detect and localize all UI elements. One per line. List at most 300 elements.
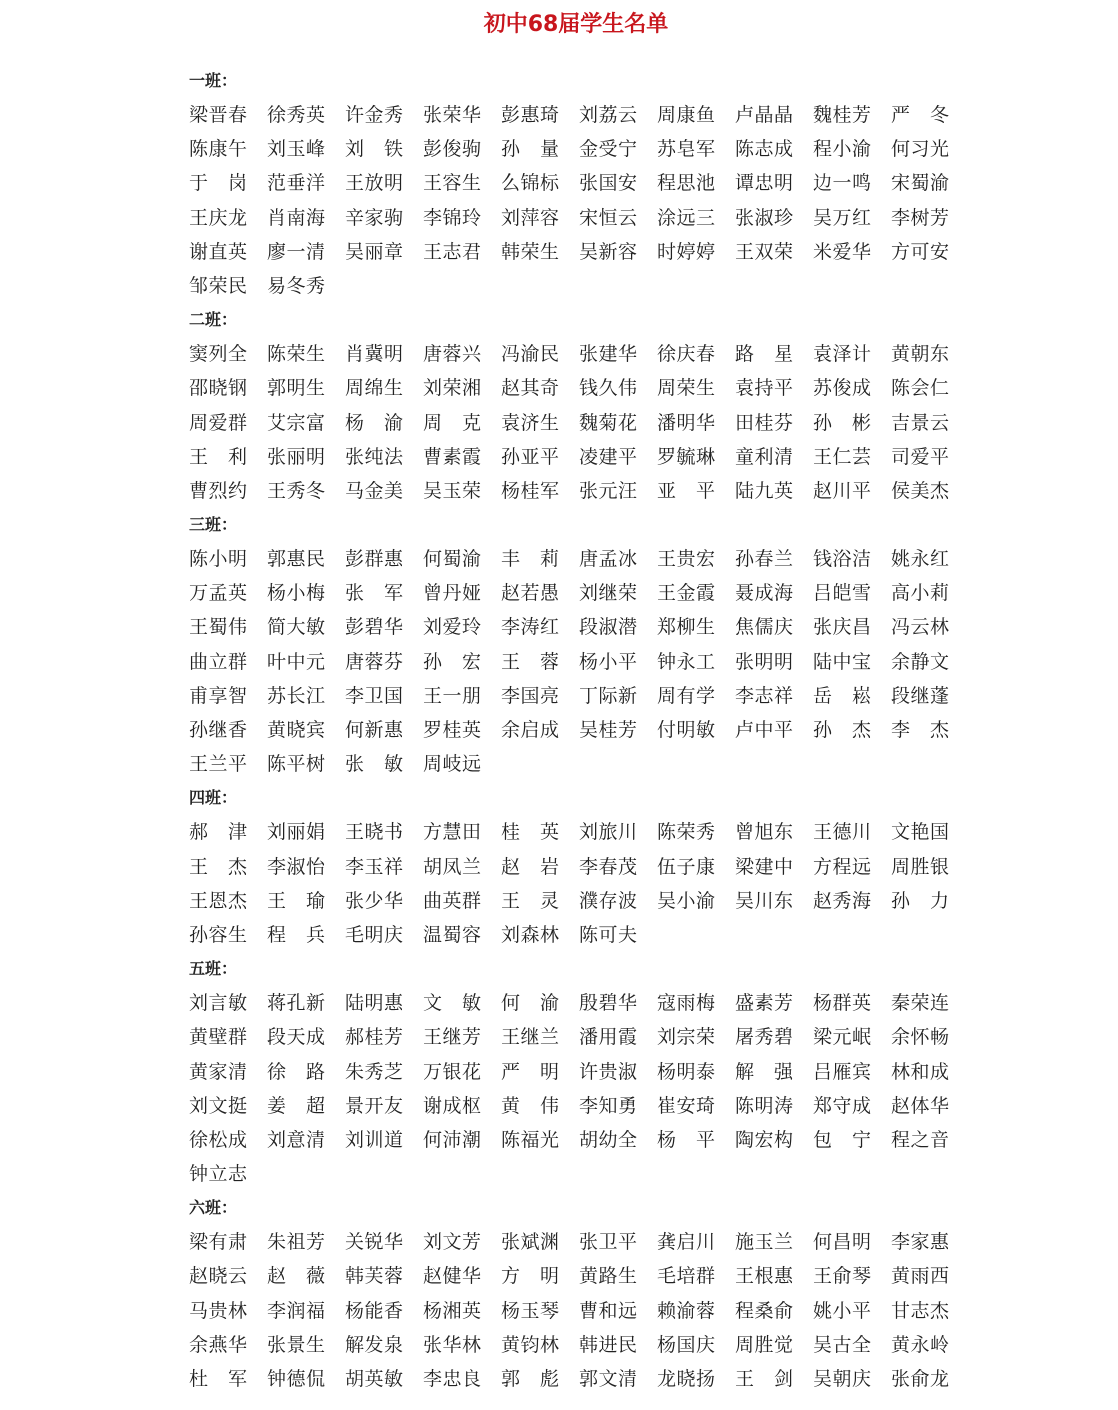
student-name: 姚小平 [813,1299,871,1322]
student-name: 郭明生 [267,377,325,400]
student-name: 孙继香 [189,719,247,741]
student-name: 苏俊成 [813,377,871,400]
student-name: 张荣华 [423,104,481,126]
student-name: 陈明涛 [735,1094,793,1117]
student-name: 王一朋 [423,684,481,707]
class-heading: 五班： [189,959,238,979]
student-name: 丰 莉 [501,548,559,571]
student-name: 司爱平 [891,445,949,468]
student-name: 张卫平 [579,1231,637,1254]
student-name: 赵晓云 [189,1265,247,1288]
student-name: 边一鸣 [813,172,871,195]
student-name: 刘玉峰 [267,138,325,161]
student-name: 吴新容 [579,240,637,263]
student-name: 李 杰 [891,719,949,741]
student-name: 孙春兰 [735,548,793,571]
student-name: 张丽明 [267,445,325,468]
student-name: 秦荣连 [891,992,949,1015]
student-name: 李志祥 [735,684,793,707]
student-name: 王仁芸 [813,445,871,468]
student-name: 赖渝蓉 [657,1299,715,1322]
student-name: 周绵生 [345,377,403,400]
student-name: 王庆龙 [189,206,247,229]
student-name: 刘文芳 [423,1231,481,1254]
student-name: 赵川平 [813,479,871,502]
student-name: 陶宏构 [735,1128,793,1151]
student-name: 许贵淑 [579,1060,637,1083]
student-name: 张元汪 [579,479,637,502]
student-name: 胡幼全 [579,1128,637,1151]
student-name: 周康鱼 [657,104,715,126]
student-name: 姚永红 [891,548,949,571]
student-name: 袁济生 [501,411,559,434]
student-name: 亚 平 [657,479,715,502]
student-name: 王秀冬 [267,479,325,502]
student-name: 严 明 [501,1060,559,1083]
student-name: 甫享智 [189,684,247,707]
student-name: 廖一清 [267,240,325,263]
student-name: 钱久伟 [579,377,637,400]
student-name: 万银花 [423,1060,481,1083]
student-name: 寇雨梅 [657,992,715,1015]
student-name: 窦列全 [189,343,247,366]
student-name: 解发泉 [345,1333,403,1356]
student-name: 张纯法 [345,445,403,468]
student-name: 黄钧林 [501,1333,559,1356]
student-name: 桂 英 [501,821,559,844]
student-name: 刘继荣 [579,582,637,605]
student-name: 杨能香 [345,1299,403,1322]
student-name: 景开友 [345,1094,403,1117]
student-name: 何蜀渝 [423,548,481,571]
student-name: 温蜀容 [423,923,481,946]
student-name: 赵秀海 [813,889,871,912]
student-name: 陈康午 [189,138,247,161]
student-name: 李知勇 [579,1094,637,1117]
student-name: 杨 平 [657,1128,715,1151]
student-name: 郭 彪 [501,1368,559,1390]
student-name: 王 杰 [189,855,247,878]
student-name: 孙容生 [189,923,247,946]
student-name: 毛明庆 [345,923,403,946]
student-name: 刘丽娟 [267,821,325,844]
student-name: 何沛潮 [423,1128,481,1151]
student-name: 李涛红 [501,616,559,639]
student-name: 于 岗 [189,172,247,195]
student-name: 张庆昌 [813,616,871,639]
student-name: 赵体华 [891,1094,949,1117]
student-name: 胡凤兰 [423,855,481,878]
student-name: 王 灵 [501,889,559,912]
student-name: 王 蓉 [501,650,559,673]
student-name: 吕雁宾 [813,1060,871,1083]
student-name: 周爱群 [189,411,247,434]
student-name: 郝桂芳 [345,1026,403,1049]
student-name: 刘荔云 [579,104,637,126]
student-name: 韩芙蓉 [345,1265,403,1288]
student-name: 张 军 [345,582,403,605]
student-name: 王 利 [189,445,247,468]
student-name: 周胜觉 [735,1333,793,1356]
student-name: 刘旅川 [579,821,637,844]
student-name: 杨小平 [579,650,637,673]
student-name: 王蜀伟 [189,616,247,639]
student-name: 李锦玲 [423,206,481,229]
class-heading: 二班： [189,310,238,330]
student-name: 刘意清 [267,1128,325,1151]
student-name: 凌建平 [579,445,637,468]
student-name: 严 冬 [891,104,949,126]
student-name: 丁际新 [579,684,637,707]
student-name: 包 宁 [813,1128,871,1151]
student-name: 易冬秀 [267,274,325,297]
student-name: 吴丽章 [345,240,403,263]
student-name: 袁泽计 [813,343,871,366]
student-name: 谭忠明 [735,172,793,195]
student-name: 王晓书 [345,821,403,844]
student-name: 周荣生 [657,377,715,400]
student-name: 魏菊花 [579,411,637,434]
student-name: 刘文挺 [189,1094,247,1117]
class-heading: 一班： [189,71,238,90]
page-title: 初中68届学生名单 [483,12,669,37]
student-name: 方程远 [813,855,871,878]
student-name: 方慧田 [423,821,481,844]
student-name: 赵其奇 [501,377,559,400]
student-name: 宋恒云 [579,206,637,229]
student-name: 姜 超 [267,1094,325,1117]
student-name: 唐蓉兴 [423,343,481,366]
student-name: 刘荣湘 [423,377,481,400]
student-name: 王放明 [345,172,403,195]
student-name: 黄壁群 [189,1026,247,1049]
student-name: 卢晶晶 [735,104,793,126]
student-name: 刘森林 [501,923,559,946]
student-name: 杨湘英 [423,1299,481,1322]
student-name: 吴古全 [813,1333,871,1356]
student-name: 胡英敏 [345,1368,403,1390]
student-name: 童利清 [735,445,793,468]
student-name: 杨 渝 [345,411,403,434]
student-name: 王继芳 [423,1026,481,1049]
student-name: 宋蜀渝 [891,172,949,195]
student-name: 毛培群 [657,1265,715,1288]
student-name: 曹烈约 [189,479,247,502]
student-name: 张 敏 [345,753,403,776]
student-name: 梁元岷 [813,1026,871,1049]
student-name: 叶中元 [267,650,325,673]
student-name: 侯美杰 [891,479,949,502]
student-name: 段淑潜 [579,616,637,639]
student-name: 王 瑜 [267,889,325,912]
student-name: 李忠良 [423,1368,481,1390]
student-name: 何习光 [891,138,949,161]
student-name: 刘爱玲 [423,616,481,639]
student-name: 余怀畅 [891,1026,949,1049]
student-name: 段天成 [267,1026,325,1049]
student-name: 黄家清 [189,1060,247,1083]
student-name: 邵晓钢 [189,377,247,400]
student-name: 赵 薇 [267,1265,325,1288]
student-name: 艾宗富 [267,411,325,434]
student-name: 梁建中 [735,855,793,878]
student-name: 程之音 [891,1128,949,1151]
student-name: 焦儒庆 [735,616,793,639]
student-name: 程 兵 [267,923,325,946]
student-name: 韩进民 [579,1333,637,1356]
student-name: 孙 彬 [813,411,871,434]
student-name: 张华林 [423,1333,481,1356]
student-name: 曲立群 [189,650,247,673]
student-name: 赵 岩 [501,855,559,878]
student-name: 陈福光 [501,1128,559,1151]
student-name: 吴朝庆 [813,1368,871,1390]
student-name: 苏皂军 [657,138,715,161]
student-name: 曾旭东 [735,821,793,844]
student-name: 李树芳 [891,206,949,229]
student-name: 彭碧华 [345,616,403,639]
student-name: 李春茂 [579,855,637,878]
student-name: 王双荣 [735,240,793,263]
student-name: 肖冀明 [345,343,403,366]
student-name: 孙 力 [891,889,949,912]
class-heading: 三班： [189,515,238,535]
student-name: 钟德侃 [267,1368,325,1390]
student-name: 龙晓扬 [657,1368,715,1390]
student-name: 王继兰 [501,1026,559,1049]
student-name: 何新惠 [345,719,403,741]
student-name: 邹荣民 [189,274,247,297]
student-name: 李家惠 [891,1231,949,1254]
student-name: 郑柳生 [657,616,715,639]
student-name: 方 明 [501,1265,559,1288]
student-name: 王根惠 [735,1265,793,1288]
student-name: 郝 津 [189,821,247,844]
student-name: 许金秀 [345,104,403,126]
student-name: 王金霞 [657,582,715,605]
student-name: 文 敏 [423,992,481,1015]
student-name: 方可安 [891,240,949,263]
student-name: 曹素霞 [423,445,481,468]
student-name: 金受宁 [579,138,637,161]
student-name: 唐孟冰 [579,548,637,571]
student-name: 吴川东 [735,889,793,912]
student-name: 李玉祥 [345,855,403,878]
student-name: 梁晋春 [189,104,247,126]
student-name: 何 渝 [501,992,559,1015]
student-name: 唐蓉芬 [345,650,403,673]
student-name: 彭群惠 [345,548,403,571]
student-name: 陈平树 [267,753,325,776]
student-name: 李润福 [267,1299,325,1322]
student-name: 张景生 [267,1333,325,1356]
student-name: 聂成海 [735,582,793,605]
student-name: 黄朝东 [891,343,949,366]
student-name: 陆中宝 [813,650,871,673]
student-name: 李国亮 [501,684,559,707]
student-name: 程小渝 [813,138,871,161]
student-name: 段继蓬 [891,684,949,707]
student-name: 魏桂芳 [813,104,871,126]
student-name: 钟永工 [657,650,715,673]
student-name: 苏长江 [267,684,325,707]
student-name: 冯云林 [891,616,949,639]
student-name: 施玉兰 [735,1231,793,1254]
student-name: 王志君 [423,240,481,263]
student-name: 徐庆春 [657,343,715,366]
student-name: 彭俊驹 [423,138,481,161]
student-name: 濮存波 [579,889,637,912]
student-name: 时婷婷 [657,240,715,263]
student-name: 陈小明 [189,548,247,571]
student-name: 杨国庆 [657,1333,715,1356]
student-name: 吴万红 [813,206,871,229]
student-names-grid [189,986,969,1191]
student-name: 付明敏 [657,719,715,741]
student-name: 孙 杰 [813,719,871,741]
student-name: 周胜银 [891,855,949,878]
student-name: 高小莉 [891,582,949,605]
student-name: 赵健华 [423,1265,481,1288]
student-name: 潘用霞 [579,1026,637,1049]
student-name: 周 克 [423,411,481,434]
student-name: 文艳国 [891,821,949,844]
student-name: 杨玉琴 [501,1299,559,1322]
student-name: 杨群英 [813,992,871,1015]
class-list [189,64,969,1396]
class-heading: 六班： [189,1198,238,1218]
student-name: 陈可夫 [579,923,637,946]
student-name: 吉景云 [891,411,949,434]
student-name: 朱秀芝 [345,1060,403,1083]
student-name: 万孟英 [189,582,247,605]
student-name: 田桂芬 [735,411,793,434]
student-names-grid [189,1225,969,1396]
student-name: 张斌渊 [501,1231,559,1254]
student-name: 黄雨西 [891,1265,949,1288]
student-name: 罗毓琳 [657,445,715,468]
student-name: 蒋孔新 [267,992,325,1015]
student-name: 李淑怡 [267,855,325,878]
student-name: 孙亚平 [501,445,559,468]
student-name: 崔安琦 [657,1094,715,1117]
student-name: 周岐远 [423,753,481,776]
student-names-grid [189,98,969,303]
student-name: 孙 宏 [423,650,481,673]
student-name: 陆明惠 [345,992,403,1015]
student-name: 刘 铁 [345,138,403,161]
student-name: 王恩杰 [189,889,247,912]
student-name: 梁有肃 [189,1231,247,1254]
student-name: 甘志杰 [891,1299,949,1322]
student-name: 曹和远 [579,1299,637,1322]
student-name: 陆九英 [735,479,793,502]
student-name: 卢中平 [735,719,793,741]
student-name: 朱祖芳 [267,1231,325,1254]
student-name: 么锦标 [501,172,559,195]
student-name: 王俞琴 [813,1265,871,1288]
student-name: 徐 路 [267,1060,325,1083]
student-name: 谢直英 [189,240,247,263]
student-name: 徐松成 [189,1128,247,1151]
student-name: 马贵林 [189,1299,247,1322]
student-name: 杨桂军 [501,479,559,502]
student-name: 徐秀英 [267,104,325,126]
student-name: 范垂洋 [267,172,325,195]
student-name: 黄晓宾 [267,719,325,741]
student-name: 张俞龙 [891,1368,949,1390]
student-name: 郭惠民 [267,548,325,571]
student-name: 王贵宏 [657,548,715,571]
student-name: 吴桂芳 [579,719,637,741]
student-name: 杜 军 [189,1368,247,1390]
student-name: 袁持平 [735,377,793,400]
student-names-grid [189,542,969,781]
student-name: 岳 崧 [813,684,871,707]
student-name: 程桑俞 [735,1299,793,1322]
student-name: 冯渝民 [501,343,559,366]
student-name: 张明明 [735,650,793,673]
student-name: 刘萍容 [501,206,559,229]
student-name: 谢成枢 [423,1094,481,1117]
student-name: 王 剑 [735,1368,793,1390]
student-name: 马金美 [345,479,403,502]
student-name: 张国安 [579,172,637,195]
student-name: 黄永岭 [891,1333,949,1356]
student-name: 关锐华 [345,1231,403,1254]
student-names-grid [189,815,969,952]
student-name: 吴小渝 [657,889,715,912]
student-name: 周有学 [657,684,715,707]
student-name: 钱浴洁 [813,548,871,571]
student-name: 郭文清 [579,1368,637,1390]
student-name: 简大敏 [267,616,325,639]
student-name: 涂远三 [657,206,715,229]
student-name: 钟立志 [189,1163,247,1186]
student-name: 韩荣生 [501,240,559,263]
student-name: 罗桂英 [423,719,481,741]
student-name: 米爱华 [813,240,871,263]
student-name: 吕皑雪 [813,582,871,605]
student-name: 吴玉荣 [423,479,481,502]
student-name: 刘言敏 [189,992,247,1015]
student-name: 黄 伟 [501,1094,559,1117]
student-name: 王兰平 [189,753,247,776]
student-name: 林和成 [891,1060,949,1083]
student-names-grid [189,337,969,508]
student-name: 刘训道 [345,1128,403,1151]
student-name: 曾丹娅 [423,582,481,605]
student-name: 张淑珍 [735,206,793,229]
student-name: 何昌明 [813,1231,871,1254]
student-name: 刘宗荣 [657,1026,715,1049]
student-name: 王德川 [813,821,871,844]
student-name: 黄路生 [579,1265,637,1288]
student-name: 肖南海 [267,206,325,229]
student-name: 殷碧华 [579,992,637,1015]
student-name: 陈荣秀 [657,821,715,844]
student-name: 张少华 [345,889,403,912]
student-name: 郑守成 [813,1094,871,1117]
student-name: 解 强 [735,1060,793,1083]
student-name: 辛家驹 [345,206,403,229]
class-heading: 四班： [189,788,238,808]
student-name: 潘明华 [657,411,715,434]
student-name: 杨明泰 [657,1060,715,1083]
student-name: 屠秀碧 [735,1026,793,1049]
student-name: 陈会仁 [891,377,949,400]
student-name: 伍子康 [657,855,715,878]
